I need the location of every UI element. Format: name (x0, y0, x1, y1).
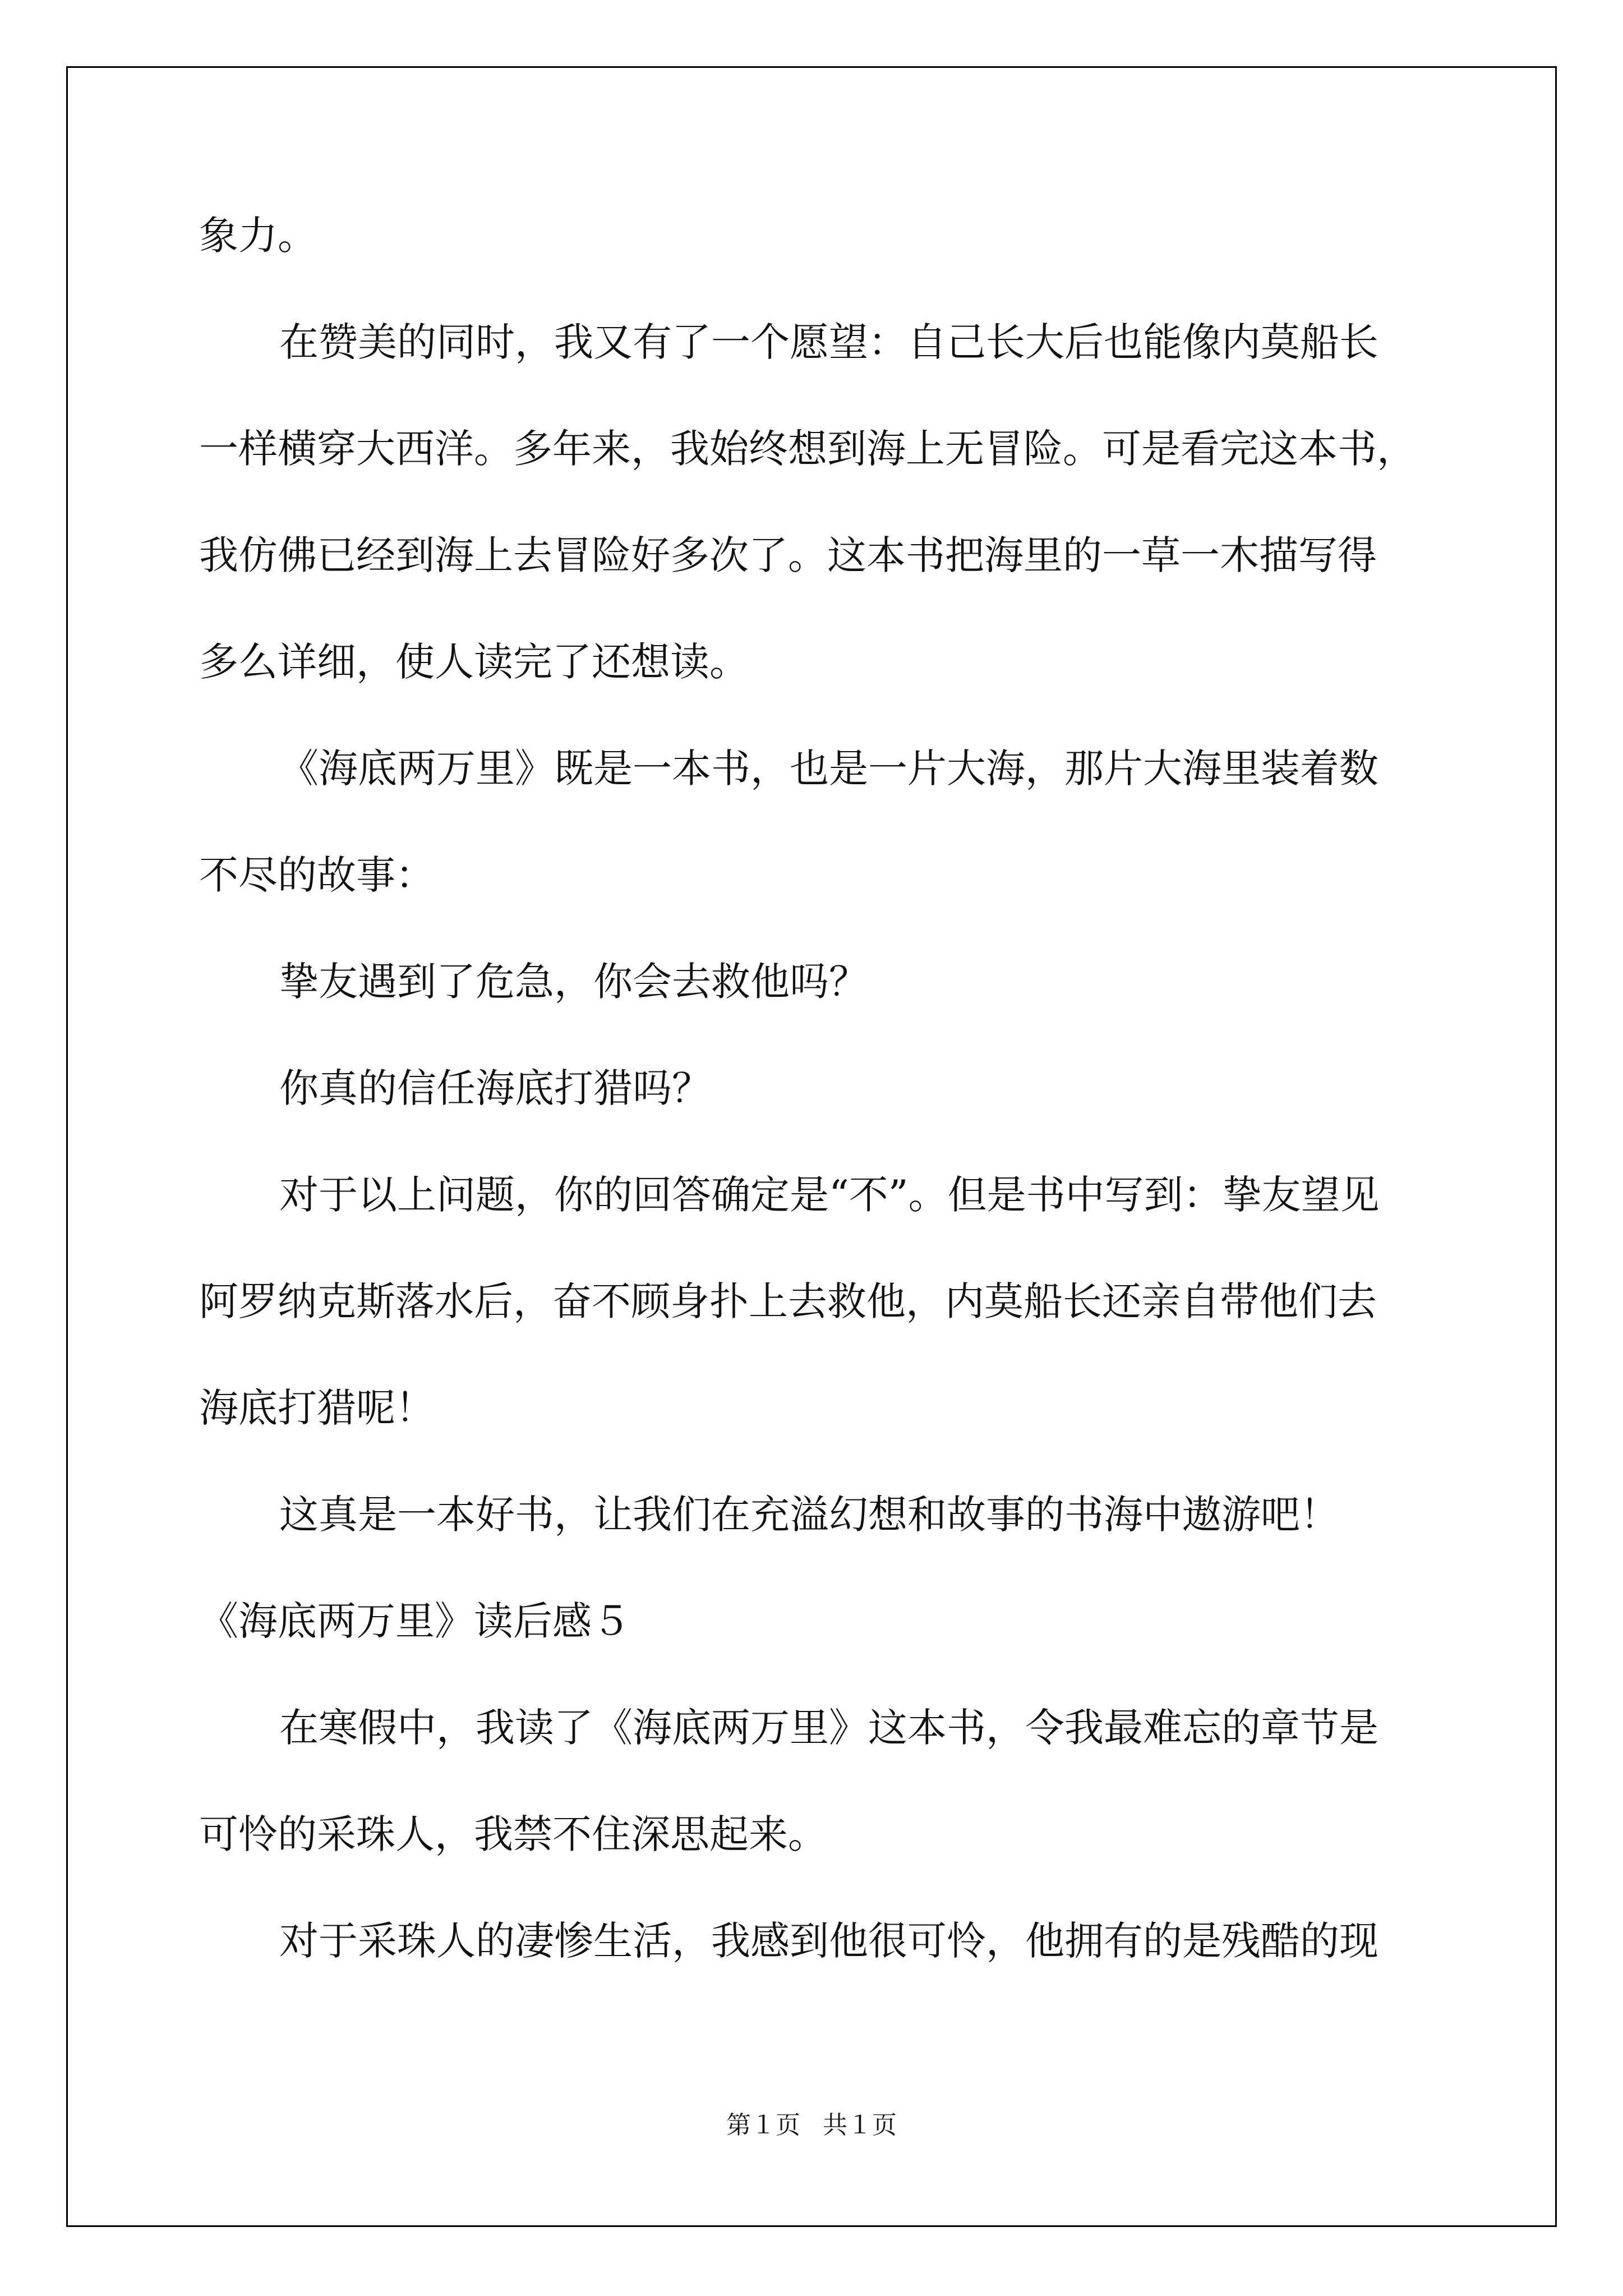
paragraph-line: 在寒假中，我读了《海底两万里》这本书，令我最难忘的章节是 (279, 1705, 1378, 1751)
text-line: 一样横穿大西洋。多年来，我始终想到海上无冒险。可是看完这本书， (199, 426, 1416, 472)
page-number-total: 共１页 (823, 2111, 897, 2139)
text-line: 我仿佛已经到海上去冒险好多次了。这本书把海里的一草一木描写得 (199, 532, 1377, 578)
paragraph-line: 《海底两万里》既是一本书，也是一片大海，那片大海里装着数 (279, 746, 1378, 792)
paragraph-line: 这真是一本好书，让我们在充溢幻想和故事的书海中遨游吧！ (279, 1492, 1339, 1538)
section-heading: 《海底两万里》读后感５ (199, 1598, 631, 1644)
text-line: 可怜的采珠人，我禁不住深思起来。 (199, 1811, 827, 1857)
text-line: 阿罗纳克斯落水后，奋不顾身扑上去救他，内莫船长还亲自带他们去 (199, 1278, 1377, 1324)
paragraph-line: 在赞美的同时，我又有了一个愿望：自己长大后也能像内莫船长 (279, 319, 1378, 365)
page-footer (0, 2105, 1623, 2141)
page-number-current: 第１页 (726, 2111, 800, 2139)
paragraph-line: 对于以上问题，你的回答确定是“不”。但是书中写到：挚友望见 (279, 1172, 1380, 1218)
paragraph-line: 对于采珠人的凄惨生活，我感到他很可怜，他拥有的是残酷的现 (279, 1918, 1378, 1964)
paragraph-line: 挚友遇到了危急，你会去救他吗？ (279, 959, 868, 1005)
text-line: 不尽的故事： (199, 852, 435, 898)
text-line: 象力。 (199, 213, 317, 259)
paragraph-line: 你真的信任海底打猎吗？ (279, 1065, 711, 1111)
page-border (66, 66, 1557, 2227)
text-line: 多么详细，使人读完了还想读。 (199, 639, 749, 685)
text-line: 海底打猎呢！ (199, 1385, 435, 1431)
